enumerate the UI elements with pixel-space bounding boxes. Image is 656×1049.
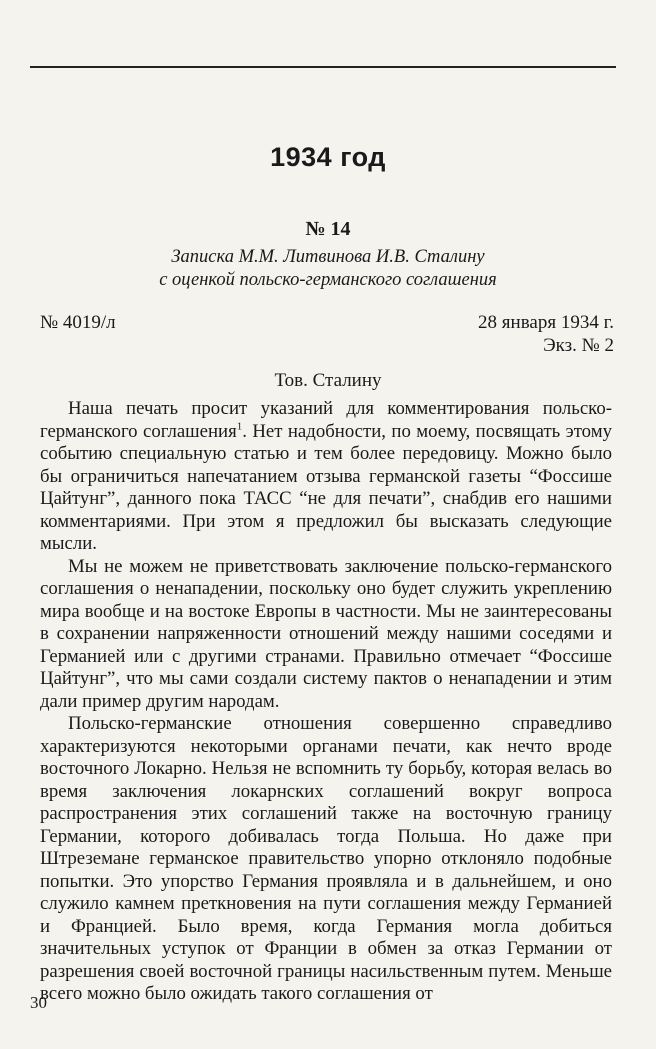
copy-number: Экз. № 2 (543, 335, 614, 356)
paragraph-text: . Нет надобности, по моему, посвящать этому событию специальную статью и тем более передовицу. Можно было бы ограничиться напечатанием отзыва германской газеты “Фоссише Цайтунг”, данного пока ТАСС “не для печати”, снабдив его нашими комментариями. При этом я предложил бы высказать следующие мысли. (40, 420, 612, 554)
paragraph: Польско-германские отношения совершенно справедливо характеризуются некоторыми органами печати, как нечто вроде восточного Локарно. Нельзя не вспомнить ту борьбу, которая велась во время заключения локарнских соглашений вокруг вопроса распространения этих соглашений также на восточную границу Германии, которого добивалась тогда Польша. Но даже при Штреземане германское правительство упорно отклоняло подобные попытки. Это упорство Германия проявляла и в дальнейшем, и оно служило камнем преткновения на пути соглашения между Германией и Францией. Было время, когда Германия могла добиться значительных уступок от Франции в обмен за отказ Германии от разрешения своей восточной границы насильственным путем. Меньше всего можно было ожидать такого соглашения от (40, 713, 612, 1004)
page-number: 30 (30, 993, 47, 1012)
paragraph: Мы не можем не приветствовать заключение польско-германского соглашения о ненападении, поскольку оно будет служить укреплению мира вообще и на востоке Европы в частности. Мы не заинтересованы в сохранении напряженности отношений между нашими соседями и Германией или с другими странами. Правильно отмечает “Фоссише Цайтунг”, что мы сами создали систему пактов о ненападении и этим дали пример другим народам. (40, 555, 612, 712)
footnote-marker: 1 (236, 420, 243, 433)
subtitle-line: Записка М.М. Литвинова И.В. Сталину (171, 247, 485, 267)
letter-body (40, 398, 612, 1006)
paragraph-text: Наша печать просит указаний для комментирования польско-германского соглашения (40, 398, 612, 442)
paragraph (40, 398, 612, 556)
subtitle-line: с оценкой польско-германского соглашения (159, 270, 497, 290)
salutation: Тов. Сталину (274, 370, 382, 391)
document-subtitle (60, 246, 596, 292)
document-date: 28 января 1934 г. (478, 312, 614, 333)
top-rule (30, 66, 616, 68)
document-number: № 14 (305, 218, 351, 240)
reference-number: № 4019/л (40, 312, 116, 333)
year-heading: 1934 год (270, 142, 386, 172)
